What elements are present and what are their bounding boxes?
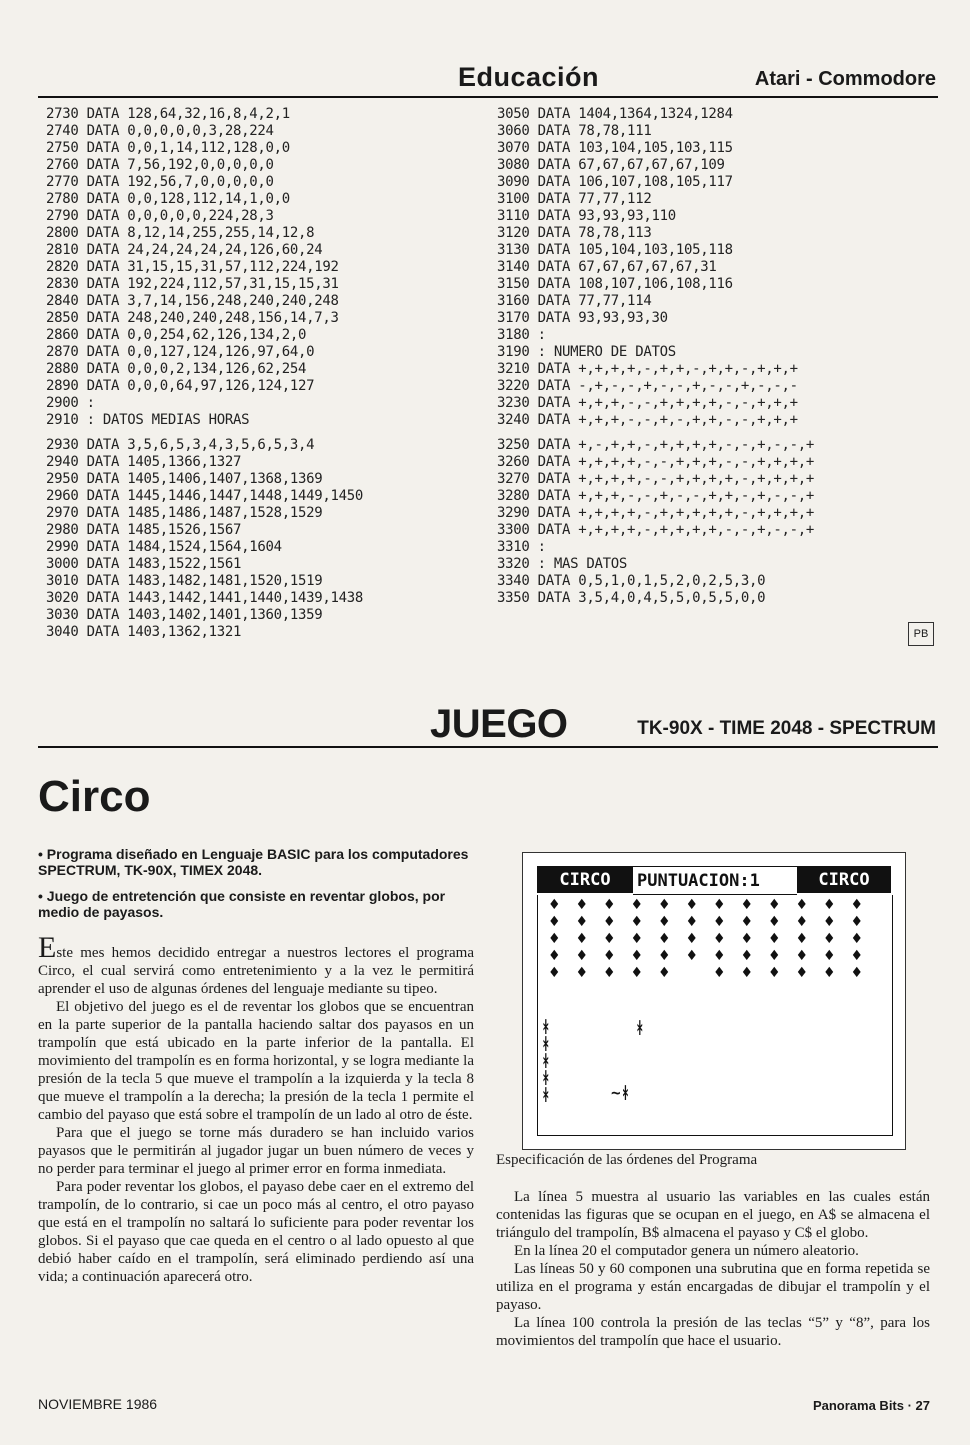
section-systems: TK-90X - TIME 2048 - SPECTRUM	[637, 718, 936, 739]
code-line: 2750 DATA 0,0,1,14,112,128,0,0	[46, 140, 290, 156]
code-line: 3050 DATA 1404,1364,1324,1284	[497, 106, 733, 122]
code-line: 3160 DATA 77,77,114	[497, 293, 652, 309]
balloon-icon: ♦	[713, 965, 726, 981]
clown-icon: ᚼ	[635, 1018, 645, 1037]
screen-label-right: CIRCO	[797, 866, 891, 893]
balloon-icon: ♦	[658, 914, 671, 930]
code-line: 3110 DATA 93,93,93,110	[497, 208, 676, 224]
code-line	[497, 429, 814, 437]
balloon-icon: ♦	[823, 948, 836, 964]
drop-cap: E	[38, 931, 57, 964]
balloon-icon: ♦	[603, 914, 616, 930]
balloon-icon: ♦	[548, 948, 561, 964]
balloon-icon: ♦	[850, 948, 864, 964]
balloon-icon: ♦	[575, 965, 589, 981]
balloon-icon: ♦	[795, 931, 809, 947]
section-title: Educación	[458, 62, 600, 92]
balloon-icon: ♦	[740, 914, 754, 930]
paragraph: La línea 5 muestra al usuario las variables en las cuales están contenidas las figuras que se ocupan en el juego, en A$ se almacena el triángulo del trampolín, B$ almacena el payaso y C$ el globo.	[496, 1189, 930, 1241]
code-line: 2800 DATA 8,12,14,255,255,14,12,8	[46, 225, 315, 241]
code-line: 2780 DATA 0,0,128,112,14,1,0,0	[46, 191, 290, 207]
balloon-icon: ♦	[630, 965, 644, 981]
balloon-icon: ♦	[795, 914, 809, 930]
code-line: 3120 DATA 78,78,113	[497, 225, 652, 241]
balloon-icon: ♦	[658, 948, 671, 964]
code-line: 2790 DATA 0,0,0,0,0,224,28,3	[46, 208, 274, 224]
code-line: 2820 DATA 31,15,15,31,57,112,224,192	[46, 259, 339, 275]
code-line: 2960 DATA 1445,1446,1447,1448,1449,1450	[46, 488, 364, 504]
paragraph: Este mes hemos decidido entregar a nuestros lectores el programa Circo, el cual servirá como entretenimiento y a la vez le permitirá aprender el uso de algunas órdenes del lenguaje mediante su tipeo.	[38, 931, 474, 997]
code-line: 2970 DATA 1485,1486,1487,1528,1529	[46, 505, 323, 521]
section-title: JUEGO	[430, 702, 568, 746]
code-line: 3220 DATA -,+,-,-,+,-,-,+,-,-,+,-,-,-	[497, 378, 798, 394]
code-line: 2940 DATA 1405,1366,1327	[46, 454, 242, 470]
code-line: 3030 DATA 1403,1402,1401,1360,1359	[46, 607, 323, 623]
footer-page: Panorama Bits · 27	[812, 1398, 930, 1413]
code-line: 3010 DATA 1483,1482,1481,1520,1519	[46, 573, 323, 589]
footer-date: NOVIEMBRE 1986	[38, 1396, 158, 1412]
code-line: 3320 : MAS DATOS	[497, 556, 628, 572]
balloon-icon: ♦	[603, 897, 616, 913]
balloon-icon: ♦	[630, 897, 644, 913]
score-label: PUNTUACION:1	[633, 866, 797, 895]
code-line: 2900 :	[46, 395, 95, 411]
code-line: 3250 DATA +,-,+,+,-,+,+,+,+,-,-,+,-,-,+	[497, 437, 815, 453]
balloon-icon: ♦	[575, 948, 589, 964]
balloon-icon: ♦	[768, 931, 781, 947]
paragraph: Para que el juego se torne más duradero se han incluido varios payasos que le permitirán al jugador jugar un buen número de veces y no perder para terminar el juego al primer error en forma inmediata.	[38, 1125, 474, 1177]
balloon-icon: ♦	[850, 914, 864, 930]
code-line: 3190 : NUMERO DE DATOS	[497, 344, 676, 360]
code-line: 2980 DATA 1485,1526,1567	[46, 522, 242, 538]
code-line	[46, 429, 363, 437]
balloon-icon: ♦	[823, 897, 836, 913]
trampoline-icon: ~ᚼ	[611, 1083, 631, 1102]
code-line: 2910 : DATOS MEDIAS HORAS	[46, 412, 250, 428]
game-screenshot	[522, 852, 906, 1150]
balloon-icon: ♦	[768, 948, 781, 964]
play-field	[537, 895, 893, 1136]
balloon-icon: ♦	[713, 897, 726, 913]
code-line: 3270 DATA +,+,+,+,-,-,+,+,+,+,-,+,+,+,+	[497, 471, 815, 487]
balloon-icon: ♦	[768, 914, 781, 930]
code-line: 3240 DATA +,+,+,-,-,+,-,+,+,-,-,+,+,+	[497, 412, 798, 428]
code-line: 2740 DATA 0,0,0,0,0,3,28,224	[46, 123, 274, 139]
balloon-icon: ♦	[850, 931, 864, 947]
paragraph: La línea 100 controla la presión de las teclas “5” y “8”, para los movimientos del trampolín que hace el usuario.	[496, 1315, 930, 1349]
balloon-icon: ♦	[575, 914, 589, 930]
balloon-icon: ♦	[795, 948, 809, 964]
code-line: 3080 DATA 67,67,67,67,67,109	[497, 157, 725, 173]
code-line: 3140 DATA 67,67,67,67,67,31	[497, 259, 717, 275]
balloon-icon: ♦	[630, 948, 644, 964]
code-line: 3310 :	[497, 539, 546, 555]
paragraph: Las líneas 50 y 60 componen una subrutina que en forma repetida se utiliza en el programa y están encargadas de dibujar el trampolín y el payaso.	[496, 1261, 930, 1313]
code-line: 3150 DATA 108,107,106,108,116	[497, 276, 733, 292]
code-line: 3070 DATA 103,104,105,103,115	[497, 140, 733, 156]
balloon-icon: ♦	[768, 897, 781, 913]
code-line: 3020 DATA 1443,1442,1441,1440,1439,1438	[46, 590, 364, 606]
article-body-left	[38, 931, 474, 1286]
balloon-icon: ♦	[658, 897, 671, 913]
code-line: 3040 DATA 1403,1362,1321	[46, 624, 242, 640]
code-line: 3280 DATA +,+,+,-,-,+,-,-,+,+,-,+,-,-,+	[497, 488, 815, 504]
screen-label-left: CIRCO	[537, 866, 633, 893]
code-line: 2840 DATA 3,7,14,156,248,240,240,248	[46, 293, 339, 309]
balloon-icon: ♦	[575, 897, 589, 913]
balloon-icon: ♦	[685, 914, 699, 930]
balloon-icon: ♦	[713, 948, 726, 964]
balloon-icon: ♦	[630, 931, 644, 947]
bullet-item: • Programa diseñado en Lenguaje BASIC para los computadores SPECTRUM, TK-90X, TIMEX 2048.	[38, 846, 469, 878]
code-listing-left	[46, 106, 363, 641]
balloon-icon: ♦	[548, 897, 561, 913]
code-line: 3180 :	[497, 327, 546, 343]
balloon-icon: ♦	[548, 931, 561, 947]
balloon-icon: ♦	[740, 897, 754, 913]
code-line: 2730 DATA 128,64,32,16,8,4,2,1	[46, 106, 290, 122]
balloon-icon: ♦	[603, 931, 616, 947]
code-line: 3230 DATA +,+,+,-,-,+,+,+,+,-,-,+,+,+	[497, 395, 798, 411]
section-systems: Atari - Commodore	[754, 68, 936, 90]
balloon-icon: ♦	[713, 931, 726, 947]
balloon-icon: ♦	[740, 931, 754, 947]
pb-badge: PB	[908, 622, 934, 646]
balloon-icon: ♦	[823, 965, 836, 981]
balloon-icon: ♦	[740, 965, 754, 981]
balloon-icon: ♦	[603, 965, 616, 981]
code-line: 2930 DATA 3,5,6,5,3,4,3,5,6,5,3,4	[46, 437, 315, 453]
article-bullets	[38, 846, 478, 930]
balloon-icon: ♦	[713, 914, 726, 930]
balloon-icon: ♦	[795, 897, 809, 913]
paragraph: En la línea 20 el computador genera un número aleatorio.	[514, 1243, 859, 1259]
balloon-icon: ♦	[823, 931, 836, 947]
bullet-item: • Juego de entretención que consiste en reventar globos, por medio de payasos.	[38, 888, 446, 920]
section-header-juego	[38, 702, 938, 748]
balloon-icon: ♦	[658, 965, 671, 981]
code-listing-right	[497, 106, 814, 607]
code-line: 3340 DATA 0,5,1,0,1,5,2,0,2,5,3,0	[497, 573, 766, 589]
code-line: 3090 DATA 106,107,108,105,117	[497, 174, 733, 190]
code-line: 2830 DATA 192,224,112,57,31,15,15,31	[46, 276, 339, 292]
code-line: 3260 DATA +,+,+,+,-,-,+,+,+,-,-,+,+,+,+	[497, 454, 815, 470]
balloon-icon: ♦	[658, 931, 671, 947]
code-line: 3130 DATA 105,104,103,105,118	[497, 242, 733, 258]
balloon-icon: ♦	[685, 931, 699, 947]
balloon-icon: ♦	[795, 965, 809, 981]
code-line: 2870 DATA 0,0,127,124,126,97,64,0	[46, 344, 315, 360]
code-line: 3100 DATA 77,77,112	[497, 191, 652, 207]
code-line: 3170 DATA 93,93,93,30	[497, 310, 668, 326]
balloon-icon: ♦	[823, 914, 836, 930]
article-body-right	[496, 1188, 930, 1350]
balloon-icon: ♦	[768, 965, 781, 981]
balloon-icon: ♦	[548, 914, 561, 930]
code-line: 2810 DATA 24,24,24,24,24,126,60,24	[46, 242, 323, 258]
balloon-icon: ♦	[685, 897, 699, 913]
code-line: 3000 DATA 1483,1522,1561	[46, 556, 242, 572]
right-caption: Especificación de las órdenes del Programa	[496, 1152, 758, 1168]
balloon-icon: ♦	[630, 914, 644, 930]
code-line: 3210 DATA +,+,+,+,-,+,+,-,+,+,-,+,+,+	[497, 361, 798, 377]
paragraph: Para poder reventar los globos, el payaso debe caer en el extremo del trampolín, de lo contrario, si cae un poco más al centro, el otro payaso que está en el trampolín no saltará lo suficiente para poder reventar los globos. Si el payaso que cae queda en el centro o al lado opuesto al que debió haber caído en el trampolín, será eliminado perdiendo así una vida; a continuación aparecerá otro.	[38, 1179, 474, 1285]
balloon-icon: ♦	[740, 948, 754, 964]
paragraph: El objetivo del juego es el de reventar los globos que se encuentran en la parte superior de la pantalla haciendo saltar dos payasos en un trampolín que está ubicado en la parte inferior de la pantalla. El movimiento del trampolín es en forma horizontal, y se logra mediante la presión de la tecla 5 que mueve el trampolín a la izquierda y la tecla 8 que mueve el trampolín a la derecha; la presión de la tecla 1 permite el cambio del payaso que está sobre el trampolín de un lado al otro de éste.	[38, 999, 474, 1123]
code-line: 3290 DATA +,+,+,+,-,+,+,+,+,+,-,+,+,+,+	[497, 505, 815, 521]
code-line: 2990 DATA 1484,1524,1564,1604	[46, 539, 282, 555]
code-line: 2880 DATA 0,0,0,2,134,126,62,254	[46, 361, 307, 377]
code-line: 2760 DATA 7,56,192,0,0,0,0,0	[46, 157, 274, 173]
code-line: 2860 DATA 0,0,254,62,126,134,2,0	[46, 327, 307, 343]
code-line: 3060 DATA 78,78,111	[497, 123, 652, 139]
balloon-icon: ♦	[850, 965, 864, 981]
code-line: 2850 DATA 248,240,240,248,156,14,7,3	[46, 310, 339, 326]
code-line: 2770 DATA 192,56,7,0,0,0,0,0	[46, 174, 274, 190]
clown-lives-icon: ᚼ ᚼ ᚼ ᚼ ᚼ	[541, 1017, 551, 1104]
code-line: 2950 DATA 1405,1406,1407,1368,1369	[46, 471, 323, 487]
balloon-icon: ♦	[850, 897, 864, 913]
code-line: 3350 DATA 3,5,4,0,4,5,5,0,5,5,0,0	[497, 590, 766, 606]
code-line: 3300 DATA +,+,+,+,-,+,+,+,+,-,-,+,-,-,+	[497, 522, 815, 538]
article-title: Circo	[38, 772, 151, 821]
balloon-icon: ♦	[548, 965, 561, 981]
section-header-educacion	[38, 62, 938, 98]
balloon-icon: ♦	[575, 931, 589, 947]
code-line: 2890 DATA 0,0,0,64,97,126,124,127	[46, 378, 315, 394]
balloon-icon: ♦	[685, 948, 699, 964]
balloon-icon: ♦	[603, 948, 616, 964]
